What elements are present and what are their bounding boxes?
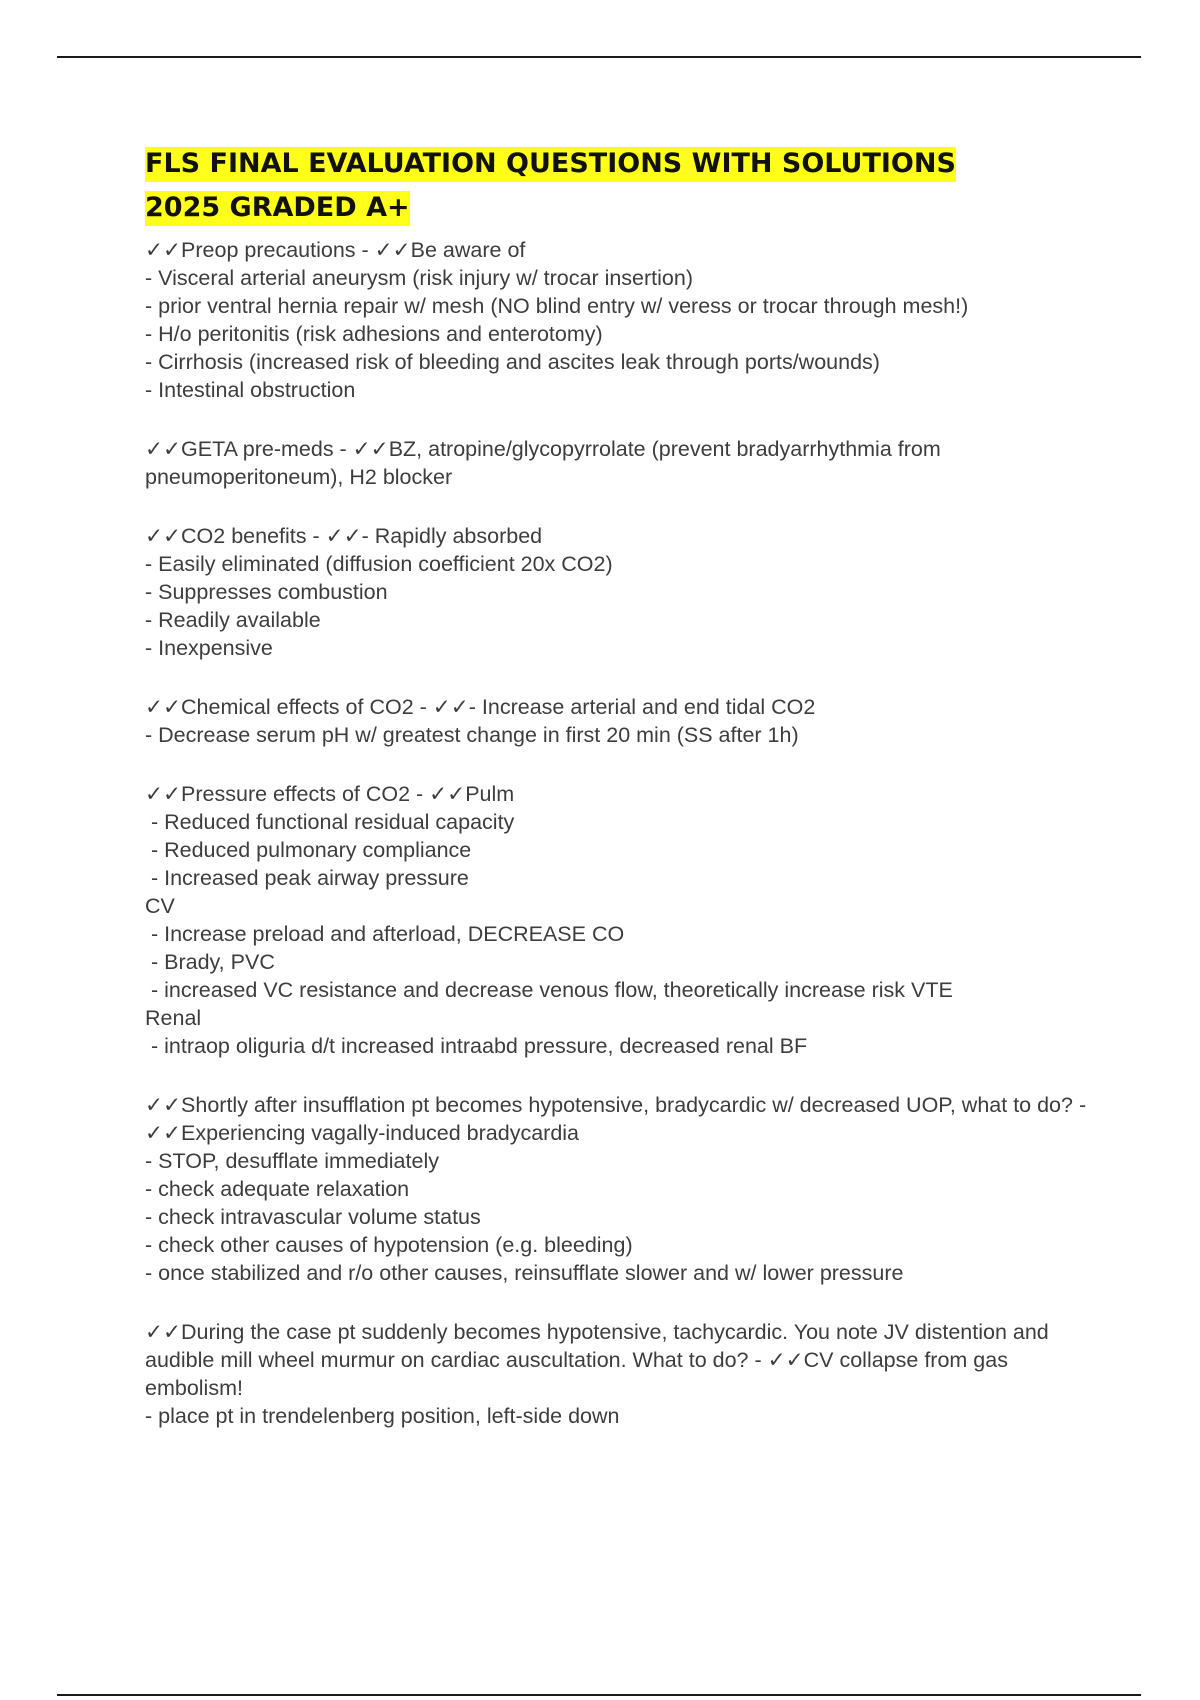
qa-answer-line: - check adequate relaxation [145,1177,410,1201]
qa-item [145,1318,1095,1430]
qa-answer-line: - Reduced pulmonary compliance [145,838,472,862]
qa-answer-line: - Brady, PVC [145,950,275,974]
qa-answer-line: - Reduced functional residual capacity [145,810,515,834]
qa-question: ✓✓During the case pt suddenly becomes hypotensive, tachycardic. You note JV distention and audible mill wheel murmur on cardiac auscultation. What to do? - ✓✓CV collapse from gas embolism! [145,1320,1055,1400]
qa-question: ✓✓Shortly after insufflation pt becomes hypotensive, bradycardic w/ decreased UOP, what to do? - ✓✓Experiencing vagally-induced bradycardia [145,1093,1093,1145]
qa-answer-line: - Intestinal obstruction [145,378,356,402]
footer-rule [57,1694,1141,1696]
qa-answer-line: - Visceral arterial aneurysm (risk injury w/ trocar insertion) [145,266,693,290]
qa-answer-line: - STOP, desufflate immediately [145,1149,439,1173]
qa-answer-line: - Readily available [145,608,321,632]
qa-question: ✓✓GETA pre-meds - ✓✓BZ, atropine/glycopyrrolate (prevent bradyarrhythmia from pneumoperitoneum), H2 blocker [145,437,947,489]
qa-answer-line: - Cirrhosis (increased risk of bleeding and ascites leak through ports/wounds) [145,350,880,374]
qa-answer-line: Renal [145,1006,202,1030]
qa-answer-line: - place pt in trendelenberg position, left-side down [145,1404,620,1428]
qa-answer-line: - once stabilized and r/o other causes, reinsufflate slower and w/ lower pressure [145,1261,904,1285]
document-title [145,142,1045,230]
qa-question: ✓✓CO2 benefits - ✓✓- Rapidly absorbed [145,524,543,548]
qa-question: ✓✓Preop precautions - ✓✓Be aware of [145,238,526,262]
qa-answer-line: - Inexpensive [145,636,273,660]
qa-answer-line: - prior ventral hernia repair w/ mesh (NO blind entry w/ veress or trocar through mesh!) [145,294,969,318]
qa-answer-line: - Increased peak airway pressure [145,866,469,890]
qa-answer-line: - Easily eliminated (diffusion coefficient 20x CO2) [145,552,613,576]
qa-item [145,236,1095,404]
qa-answer-line: - H/o peritonitis (risk adhesions and enterotomy) [145,322,603,346]
qa-item [145,435,1095,491]
qa-list [145,236,1095,1461]
qa-answer-line: - check intravascular volume status [145,1205,481,1229]
qa-answer-line: - Decrease serum pH w/ greatest change in first 20 min (SS after 1h) [145,723,799,747]
qa-item [145,1091,1095,1287]
qa-answer-line: - Increase preload and afterload, DECREASE CO [145,922,625,946]
qa-item [145,780,1095,1060]
qa-answer-line: - check other causes of hypotension (e.g. bleeding) [145,1233,633,1257]
qa-question: ✓✓Chemical effects of CO2 - ✓✓- Increase arterial and end tidal CO2 [145,695,816,719]
qa-item [145,522,1095,662]
header-rule [57,56,1141,58]
qa-answer-line: - Suppresses combustion [145,580,388,604]
title-line-1: FLS FINAL EVALUATION QUESTIONS WITH SOLUTIONS [145,147,956,182]
qa-answer-line: CV [145,894,175,918]
qa-question: ✓✓Pressure effects of CO2 - ✓✓Pulm [145,782,515,806]
qa-item [145,693,1095,749]
qa-answer-line: - intraop oliguria d/t increased intraabd pressure, decreased renal BF [145,1034,808,1058]
qa-answer-line: - increased VC resistance and decrease venous flow, theoretically increase risk VTE [145,978,953,1002]
title-line-2: 2025 GRADED A+ [145,191,410,226]
